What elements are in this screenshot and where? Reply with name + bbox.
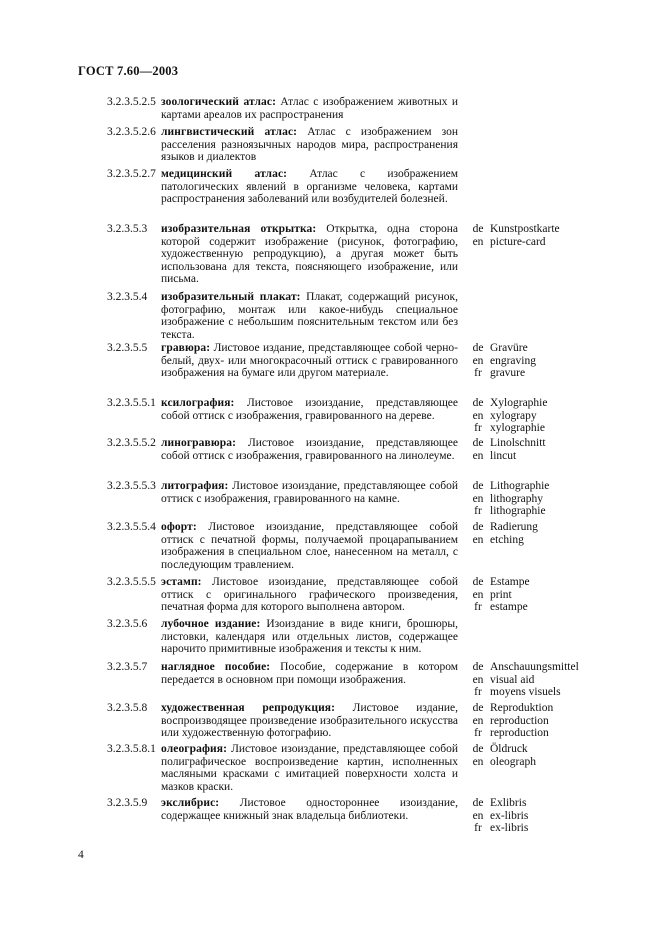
language-codes bbox=[467, 576, 489, 614]
term-name: олеография: bbox=[161, 743, 228, 755]
foreign-equivalents bbox=[490, 661, 640, 699]
language-codes bbox=[467, 480, 489, 518]
foreign-term: Linolschnitt bbox=[490, 437, 546, 449]
foreign-term: estampe bbox=[490, 601, 528, 614]
language-code: en bbox=[472, 755, 484, 768]
language-codes bbox=[467, 797, 489, 835]
term-definition bbox=[161, 168, 458, 206]
foreign-term: oleograph bbox=[490, 755, 536, 768]
term-definition bbox=[161, 342, 458, 380]
term-name: литография: bbox=[161, 480, 229, 492]
definition-text: Листовое издание, представляющее собой черно-белый, двух- или многокрасочный оттиск с гравированного изображения на бумаге или другом материале. bbox=[161, 342, 459, 380]
language-code: en bbox=[472, 673, 484, 686]
foreign-equivalents bbox=[490, 702, 640, 740]
clause-number: 3.2.3.5.5.1 bbox=[107, 397, 156, 409]
foreign-term: engraving bbox=[490, 354, 536, 367]
term-definition bbox=[161, 702, 458, 740]
language-code: fr bbox=[474, 686, 482, 699]
foreign-term: reproduction bbox=[490, 714, 549, 727]
clause-number: 3.2.3.5.8.1 bbox=[107, 743, 156, 755]
term-name: зоологический атлас: bbox=[161, 96, 277, 108]
definition-text: Пособие, содержание в котором передается в основном при помощи изображения. bbox=[161, 661, 459, 686]
definition-text: Листовое изоиздание, представляющее собой полиграфическое воспроизведение картин, исполненных масляными красками с имитацией поверхности холста и мазков краски. bbox=[161, 743, 458, 793]
foreign-term: gravure bbox=[490, 367, 526, 380]
foreign-term: Xylographie bbox=[490, 397, 548, 409]
term-definition bbox=[161, 397, 458, 422]
foreign-term: Radierung bbox=[490, 521, 538, 533]
language-code: fr bbox=[474, 367, 482, 380]
foreign-term: Kunstpostkarte bbox=[490, 223, 560, 235]
term-name: ксилография: bbox=[161, 397, 235, 409]
clause-number: 3.2.3.5.5.3 bbox=[107, 480, 156, 492]
language-code: en bbox=[472, 449, 484, 462]
foreign-equivalents bbox=[490, 437, 640, 462]
foreign-equivalents bbox=[490, 743, 640, 768]
language-code: de bbox=[472, 702, 484, 714]
term-definition bbox=[161, 661, 458, 686]
language-code: en bbox=[472, 354, 484, 367]
clause-number: 3.2.3.5.6 bbox=[107, 618, 148, 630]
foreign-term: Reproduktion bbox=[490, 702, 554, 714]
clause-number: 3.2.3.5.2.7 bbox=[107, 168, 156, 180]
term-definition bbox=[161, 223, 458, 286]
clause-number: 3.2.3.5.5.4 bbox=[107, 521, 156, 533]
language-code: de bbox=[472, 743, 484, 755]
language-code: en bbox=[472, 588, 484, 601]
term-definition bbox=[161, 797, 458, 822]
language-code: fr bbox=[474, 505, 482, 518]
definition-text: Листовое изоиздание, представляющее собой оттиск с изображения, гравированного на линолеуме. bbox=[161, 437, 458, 462]
language-code: fr bbox=[474, 601, 482, 614]
term-name: эстамп: bbox=[161, 576, 202, 588]
page-number: 4 bbox=[78, 849, 84, 861]
clause-number: 3.2.3.5.2.5 bbox=[107, 96, 156, 108]
term-name: лубочное издание: bbox=[161, 618, 261, 630]
foreign-equivalents bbox=[490, 521, 640, 546]
foreign-equivalents bbox=[490, 480, 640, 518]
language-code: de bbox=[472, 797, 484, 809]
term-definition bbox=[161, 126, 458, 164]
language-code: en bbox=[472, 533, 484, 546]
term-name: медицинский атлас: bbox=[161, 168, 288, 180]
term-name: лингвистический атлас: bbox=[161, 126, 298, 138]
definition-text: Атлас с изображением патологических явлений в организме человека, картами распространения заболеваний или возбудителей болезней. bbox=[161, 168, 459, 206]
clause-number: 3.2.3.5.9 bbox=[107, 797, 148, 809]
foreign-term: lithographie bbox=[490, 505, 546, 518]
foreign-term: moyens visuels bbox=[490, 686, 561, 699]
term-name: наглядное пособие: bbox=[161, 661, 271, 673]
term-definition bbox=[161, 618, 458, 656]
definition-text: Плакат, содержащий рисунок, фотографию, монтаж или какое-нибудь специальное изображение с небольшим пояснительным текстом или без текста. bbox=[161, 291, 458, 341]
language-code: fr bbox=[474, 822, 482, 835]
language-code: en bbox=[472, 809, 484, 822]
clause-number: 3.2.3.5.5.2 bbox=[107, 437, 156, 449]
foreign-equivalents bbox=[490, 797, 640, 835]
language-code: en bbox=[472, 714, 484, 727]
language-code: en bbox=[472, 409, 484, 422]
foreign-term: Gravüre bbox=[490, 342, 528, 354]
language-code: en bbox=[472, 235, 484, 248]
foreign-term: ex-libris bbox=[490, 809, 529, 822]
term-name: изобразительная открытка: bbox=[161, 223, 317, 235]
term-definition bbox=[161, 743, 458, 793]
term-name: художественная репродукция: bbox=[161, 702, 336, 714]
language-codes bbox=[467, 223, 489, 248]
term-definition bbox=[161, 291, 458, 341]
clause-number: 3.2.3.5.5.5 bbox=[107, 576, 156, 588]
term-name: линогравюра: bbox=[161, 437, 236, 449]
language-code: de bbox=[472, 480, 484, 492]
definition-text: Атлас с изображением зон расселения разноязычных народов мира, распространения языков и диалектов bbox=[161, 126, 459, 164]
definition-text: Листовое одностороннее изоиздание, содержащее книжный знак владельца библиотеки. bbox=[161, 797, 458, 822]
language-code: de bbox=[472, 661, 484, 673]
language-code: de bbox=[472, 576, 484, 588]
foreign-term: visual aid bbox=[490, 673, 535, 686]
term-name: изобразительный плакат: bbox=[161, 291, 301, 303]
foreign-term: lithography bbox=[490, 492, 544, 505]
term-definition bbox=[161, 437, 458, 462]
foreign-term: Estampe bbox=[490, 576, 530, 588]
term-definition bbox=[161, 576, 458, 614]
foreign-equivalents bbox=[490, 342, 640, 380]
term-name: офорт: bbox=[161, 521, 197, 533]
foreign-equivalents bbox=[490, 576, 640, 614]
foreign-term: xylograpy bbox=[490, 409, 537, 422]
clause-number: 3.2.3.5.8 bbox=[107, 702, 148, 714]
term-definition bbox=[161, 480, 458, 505]
foreign-equivalents bbox=[490, 397, 640, 435]
clause-number: 3.2.3.5.5 bbox=[107, 342, 148, 354]
document-header: ГОСТ 7.60—2003 bbox=[78, 64, 179, 78]
foreign-term: etching bbox=[490, 533, 524, 546]
definition-text: Листовое изоиздание, представляющее собой оттиск с изображения, гравированного на дереве. bbox=[161, 397, 459, 422]
clause-number: 3.2.3.5.2.6 bbox=[107, 126, 156, 138]
clause-number: 3.2.3.5.7 bbox=[107, 661, 148, 673]
language-codes bbox=[467, 437, 489, 462]
foreign-term: lincut bbox=[490, 449, 517, 462]
definition-text: Листовое изоиздание, представляющее собой оттиск с оригинального графического произведения, печатная форма для которого выполнена автором. bbox=[161, 576, 459, 614]
language-codes bbox=[467, 521, 489, 546]
foreign-term: reproduction bbox=[490, 727, 549, 740]
foreign-term: print bbox=[490, 588, 512, 601]
definition-text: Листовое изоиздание, представляющее собой оттиск с изображения, гравированного на камне. bbox=[161, 480, 459, 505]
language-code: fr bbox=[474, 422, 482, 435]
foreign-term: picture-card bbox=[490, 235, 546, 248]
language-code: de bbox=[472, 521, 484, 533]
language-codes bbox=[467, 743, 489, 768]
definition-text: Листовое изоиздание, представляющее собой оттиск с печатной формы, получаемой процарапыванием изображения в специальном слое, нанесенном на металл, с последующим травлением. bbox=[161, 521, 459, 571]
foreign-equivalents bbox=[490, 223, 640, 248]
clause-number: 3.2.3.5.3 bbox=[107, 223, 148, 235]
language-codes bbox=[467, 397, 489, 435]
term-name: гравюра: bbox=[161, 342, 211, 354]
foreign-term: Öldruck bbox=[490, 743, 528, 755]
term-definition bbox=[161, 521, 458, 571]
clause-number: 3.2.3.5.4 bbox=[107, 291, 148, 303]
language-code: de bbox=[472, 437, 484, 449]
foreign-term: Exlibris bbox=[490, 797, 527, 809]
term-definition bbox=[161, 96, 458, 121]
foreign-term: xylographie bbox=[490, 422, 545, 435]
language-code: de bbox=[472, 397, 484, 409]
language-codes bbox=[467, 342, 489, 380]
foreign-term: ex-libris bbox=[490, 822, 529, 835]
definition-text: Изоиздание в виде книги, брошюры, листовки, календаря или отдельных листов, содержащее нарочито примитивные изображения и тексты к ним. bbox=[161, 618, 459, 656]
definition-text: Листовое издание, воспроизводящее произведение изобразительного искусства или художественную фотографию. bbox=[161, 702, 459, 740]
language-codes bbox=[467, 661, 489, 699]
definition-text: Атлас с изображением животных и картами ареалов их распространения bbox=[161, 96, 459, 121]
language-code: de bbox=[472, 342, 484, 354]
foreign-term: Lithographie bbox=[490, 480, 550, 492]
language-code: fr bbox=[474, 727, 482, 740]
foreign-term: Anschauungsmittel bbox=[490, 661, 579, 673]
language-codes bbox=[467, 702, 489, 740]
language-code: de bbox=[472, 223, 484, 235]
language-code: en bbox=[472, 492, 484, 505]
definition-text: Открытка, одна сторона которой содержит изображение (рисунок, фотографию, художественную репродукцию), а другая может быть использована для текста, поясняющего изображение, или письма. bbox=[161, 223, 459, 286]
term-name: экслибрис: bbox=[161, 797, 220, 809]
